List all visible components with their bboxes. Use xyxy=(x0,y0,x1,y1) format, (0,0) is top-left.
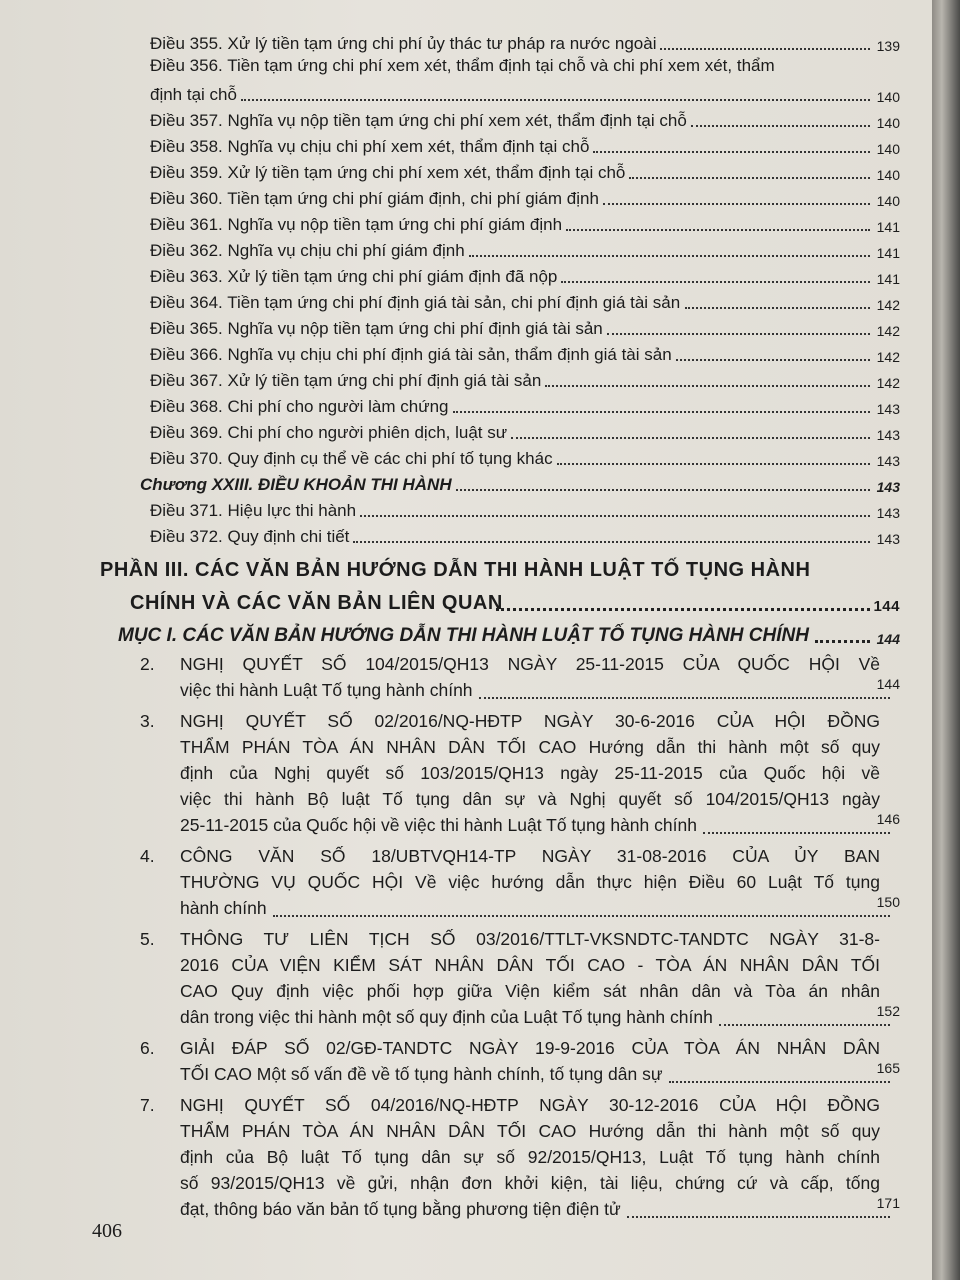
entry-page: 143 xyxy=(876,401,900,417)
item-line: THẨM PHÁN TÒA ÁN NHÂN DÂN TỐI CAO Hướng dẫn thi hành một số quy xyxy=(180,737,880,757)
entry-page: 142 xyxy=(876,375,900,391)
item-page: 146 xyxy=(876,811,900,827)
dot-leader xyxy=(629,177,870,179)
item-line: GIẢI ĐÁP SỐ 02/GĐ-TANDTC NGÀY 19-9-2016 CỦA TÒA ÁN NHÂN DÂN xyxy=(180,1038,880,1058)
item-line: 25-11-2015 của Quốc hội về việc thi hành Luật Tố tụng hành chính xyxy=(180,815,697,835)
item-page: 144 xyxy=(876,676,900,692)
item-number: 4. xyxy=(140,846,155,866)
item-number: 5. xyxy=(140,929,155,949)
entry-page: 142 xyxy=(876,297,900,313)
part-title-line1: PHẦN III. CÁC VĂN BẢN HƯỚNG DẪN THI HÀNH LUẬT TỐ TỤNG HÀNH xyxy=(100,559,811,581)
entry-label: Điều 363. Xử lý tiền tạm ứng chi phí giám định đã nộp xyxy=(150,267,558,286)
dot-leader xyxy=(453,411,871,413)
page-number: 406 xyxy=(92,1220,122,1242)
dot-leader xyxy=(607,333,870,335)
part-title-text: CHÍNH VÀ CÁC VĂN BẢN LIÊN QUAN xyxy=(130,592,503,614)
entry-label: Điều 364. Tiền tạm ứng chi phí định giá tài sản, chi phí định giá tài sản xyxy=(150,293,681,312)
item-line: việc thi hành Bộ luật Tố tụng dân sự và Nghị quyết số 104/2015/QH13 ngày xyxy=(180,789,880,809)
item-line: CAO Quy định việc phối hợp giữa Viện kiểm sát nhân dân và Tòa án nhân xyxy=(180,981,880,1001)
item-page: 171 xyxy=(876,1195,900,1211)
toc-item xyxy=(140,1092,900,1222)
item-line: NGHỊ QUYẾT SỐ 02/2016/NQ-HĐTP NGÀY 30-6-2016 CỦA HỘI ĐỒNG xyxy=(180,711,880,731)
dot-leader xyxy=(703,832,890,834)
section-page: 144 xyxy=(876,631,900,647)
toc-item xyxy=(140,843,900,921)
toc-entry xyxy=(150,367,900,391)
entry-page: 143 xyxy=(876,427,900,443)
toc-entry xyxy=(150,289,900,313)
dot-leader xyxy=(353,541,870,543)
dot-leader xyxy=(593,151,870,153)
toc-entry xyxy=(150,185,900,209)
dot-leader xyxy=(511,437,870,439)
toc-entry xyxy=(150,315,900,339)
item-line: TỐI CAO Một số vấn đề về tố tụng hành chính, tố tụng dân sự xyxy=(180,1064,663,1084)
entry-label: Điều 370. Quy định cụ thể về các chi phí tố tụng khác xyxy=(150,449,553,468)
item-line: dân trong việc thi hành một số quy định của Luật Tố tụng hành chính xyxy=(180,1007,713,1027)
toc-entry xyxy=(150,445,900,469)
item-page: 150 xyxy=(876,894,900,910)
dot-leader xyxy=(603,203,870,205)
toc-entry xyxy=(150,159,900,183)
dot-leader xyxy=(566,229,870,231)
toc-entry xyxy=(150,107,900,131)
item-line: 2016 CỦA VIỆN KIỂM SÁT NHÂN DÂN TỐI CAO - TÒA ÁN NHÂN DÂN TỐI xyxy=(180,955,880,975)
book-edge xyxy=(932,0,960,1280)
entry-label: Chương XXIII. ĐIỀU KHOẢN THI HÀNH xyxy=(140,475,452,494)
entry-page: 140 xyxy=(876,167,900,183)
dot-leader xyxy=(815,640,870,643)
dot-leader xyxy=(496,608,870,611)
dot-leader xyxy=(469,255,870,257)
entry-label: Điều 367. Xử lý tiền tạm ứng chi phí định giá tài sản xyxy=(150,371,542,390)
item-page: 165 xyxy=(876,1060,900,1076)
item-number: 2. xyxy=(140,654,155,674)
entry-page: 143 xyxy=(876,479,900,495)
entry-page: 142 xyxy=(876,349,900,365)
entry-label: Điều 372. Quy định chi tiết xyxy=(150,527,350,546)
toc-item xyxy=(140,651,900,703)
toc-entry xyxy=(150,30,900,54)
item-line: CÔNG VĂN SỐ 18/UBTVQH14-TP NGÀY 31-08-2016 CỦA ỦY BAN xyxy=(180,846,880,866)
entry-page: 143 xyxy=(876,505,900,521)
entry-page: 143 xyxy=(876,453,900,469)
toc-item xyxy=(140,1035,900,1087)
toc-item xyxy=(140,708,900,838)
entry-page: 140 xyxy=(876,115,900,131)
toc-entry xyxy=(150,393,900,417)
toc-entry xyxy=(150,497,900,521)
entry-label: Điều 358. Nghĩa vụ chịu chi phí xem xét, thẩm định tại chỗ xyxy=(150,137,590,156)
dot-leader xyxy=(627,1216,890,1218)
toc-entry xyxy=(150,419,900,443)
entry-label: Điều 366. Nghĩa vụ chịu chi phí định giá tài sản, thẩm định giá tài sản xyxy=(150,345,672,364)
entry-page: 139 xyxy=(876,38,900,54)
toc-entry xyxy=(150,237,900,261)
item-number: 6. xyxy=(140,1038,155,1058)
dot-leader xyxy=(479,697,890,699)
dot-leader xyxy=(669,1081,890,1083)
item-number: 7. xyxy=(140,1095,155,1115)
dot-leader xyxy=(719,1024,890,1026)
entry-label: Điều 360. Tiền tạm ứng chi phí giám định, chi phí giám định xyxy=(150,189,599,208)
entry-label: Điều 359. Xử lý tiền tạm ứng chi phí xem xét, thẩm định tại chỗ xyxy=(150,163,626,182)
item-line: định của Nghị quyết số 103/2015/QH13 ngày 25-11-2015 của Quốc hội về xyxy=(180,763,880,783)
entry-label: Điều 365. Nghĩa vụ nộp tiền tạm ứng chi phí định giá tài sản xyxy=(150,319,603,338)
entry-label: định tại chỗ xyxy=(150,85,237,104)
dot-leader xyxy=(241,99,870,101)
entry-page: 140 xyxy=(876,89,900,105)
entry-label: Điều 361. Nghĩa vụ nộp tiền tạm ứng chi phí giám định xyxy=(150,215,563,234)
toc-entry xyxy=(150,81,900,105)
dot-leader xyxy=(561,281,870,283)
item-line: THẨM PHÁN TÒA ÁN NHÂN DÂN TỐI CAO Hướng dẫn thi hành một số quy xyxy=(180,1121,880,1141)
toc-entry xyxy=(150,341,900,365)
entry-page: 140 xyxy=(876,193,900,209)
dot-leader xyxy=(676,359,870,361)
item-number: 3. xyxy=(140,711,155,731)
toc-item xyxy=(140,926,900,1030)
dot-leader xyxy=(545,385,870,387)
entry-label: Điều 369. Chi phí cho người phiên dịch, luật sư xyxy=(150,423,508,442)
entry-page: 141 xyxy=(876,219,900,235)
item-page: 152 xyxy=(876,1003,900,1019)
toc-entry xyxy=(150,523,900,547)
entry-label: Điều 355. Xử lý tiền tạm ứng chi phí ủy thác tư pháp ra nước ngoài xyxy=(150,34,657,53)
part-page: 144 xyxy=(873,598,900,615)
entry-page: 142 xyxy=(876,323,900,339)
dot-leader xyxy=(691,125,870,127)
entry-label: Điều 362. Nghĩa vụ chịu chi phí giám định xyxy=(150,241,465,260)
item-line: định của Bộ luật Tố tụng dân sự số 92/2015/QH13, Luật Tố tụng hành chính xyxy=(180,1147,880,1167)
toc-entry xyxy=(150,263,900,287)
dot-leader xyxy=(456,489,870,491)
entry-page: 143 xyxy=(876,531,900,547)
section-title-text: MỤC I. CÁC VĂN BẢN HƯỚNG DẪN THI HÀNH LUẬT TỐ TỤNG HÀNH CHÍNH xyxy=(118,625,809,646)
dot-leader xyxy=(660,48,870,50)
part-title-line2 xyxy=(130,589,900,615)
dot-leader xyxy=(557,463,870,465)
entry-label: Điều 357. Nghĩa vụ nộp tiền tạm ứng chi phí xem xét, thẩm định tại chỗ xyxy=(150,111,687,130)
entry-page: 141 xyxy=(876,245,900,261)
item-line: hành chính xyxy=(180,898,267,918)
entry-label: Điều 371. Hiệu lực thi hành xyxy=(150,501,357,520)
dot-leader xyxy=(360,515,870,517)
dot-leader xyxy=(273,915,890,917)
dot-leader xyxy=(685,307,870,309)
entry-page: 140 xyxy=(876,141,900,157)
toc-entry xyxy=(150,133,900,157)
toc-entry xyxy=(140,471,900,495)
entry-page: 141 xyxy=(876,271,900,287)
item-line: NGHỊ QUYẾT SỐ 04/2016/NQ-HĐTP NGÀY 30-12-2016 CỦA HỘI ĐỒNG xyxy=(180,1095,880,1115)
item-line: THƯỜNG VỤ QUỐC HỘI Về việc hướng dẫn thực hiện Điều 60 Luật Tố tụng xyxy=(180,872,880,892)
section-title xyxy=(118,621,900,647)
item-line: số 93/2015/QH13 về gửi, nhận đơn khởi kiện, tài liệu, chứng cứ và cấp, tống xyxy=(180,1173,880,1193)
item-line: NGHỊ QUYẾT SỐ 104/2015/QH13 NGÀY 25-11-2015 CỦA QUỐC HỘI Về xyxy=(180,654,880,674)
item-line: việc thi hành Luật Tố tụng hành chính xyxy=(180,680,473,700)
entry-label: Điều 368. Chi phí cho người làm chứng xyxy=(150,397,449,416)
item-line: THÔNG TƯ LIÊN TỊCH SỐ 03/2016/TTLT-VKSNDTC-TANDTC NGÀY 31-8- xyxy=(180,929,880,949)
item-line: đạt, thông báo văn bản tố tụng bằng phương tiện điện tử xyxy=(180,1199,621,1219)
entry-label: Điều 356. Tiền tạm ứng chi phí xem xét, thẩm định tại chỗ và chi phí xem xét, thẩm xyxy=(150,56,775,75)
toc-entry xyxy=(150,211,900,235)
